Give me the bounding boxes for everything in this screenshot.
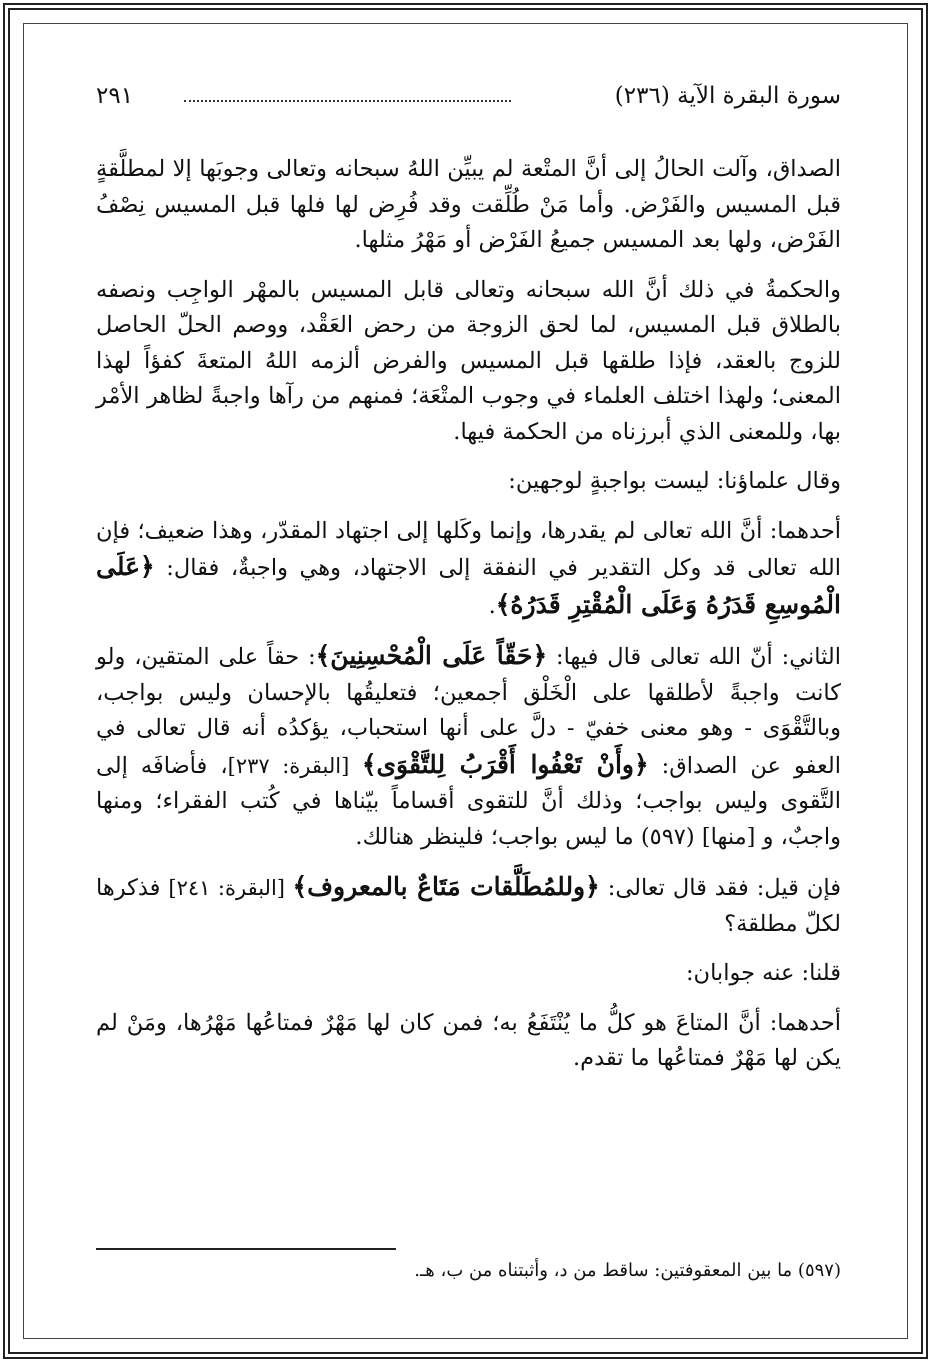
paragraph [96,464,841,500]
running-header [96,78,841,114]
main-text [96,152,841,1091]
paragraph-text: الثاني: أنّ الله تعالى قال فيها: [547,644,841,670]
paragraph-text: أحدهما: أنَّ المتاعَ هو كلُّ ما يُنْتَفَعُ به؛ فمن كان لها مَهْرٌ فمتاعُها مَهْرُها، ومَنْ لم يكن لها مَهْرٌ فمتاعُها ما تقدم. [96,1009,841,1071]
header-title: سورة البقرة الآية (٢٣٦) [614,83,841,109]
header-leader-dots [184,100,511,102]
verse-reference: [البقرة: ٢٤١] [168,876,293,900]
quran-verse: ﴿حَقّاً عَلَى الْمُحْسِنِينَ﴾ [315,641,548,670]
paragraph [96,638,841,855]
quran-verse: ﴿عَلَى الْمُوسِعِ قَدَرُهُ وَعَلَى الْمُقْتِرِ قَدَرُهُ﴾ [96,552,841,619]
page-number: ٢٩١ [96,83,134,109]
paragraph [96,869,841,942]
paragraph [96,956,841,992]
paragraph [96,514,841,625]
paragraph-text: وقال علماؤنا: ليست بواجبةٍ لوجهين: [508,468,841,494]
paragraph [96,152,841,259]
paragraph [96,1006,841,1077]
paragraph-text: فإن قيل: فقد قال تعالى: [599,875,841,901]
paragraph-text: قلنا: عنه جوابان: [685,960,841,986]
paragraph-text: : حقاً على المتقين، ولو كانت واجبةً لأطلقها على الْخَلْق أجمعين؛ فتعليقُها بالإحسان وليس بواجب، وبالتَّقْوَى - وهو معنى خفيّ - دلَّ على أنها استحباب، يؤكدُه أنه قال تعالى في العفو عن الصداق: [96,644,841,779]
paragraph-text: والحكمةُ في ذلك أنَّ الله سبحانه وتعالى قابل المسيس بالمهْر الواجِب ونصفه بالطلاق قبل المسيس، لما لحق الزوجة من رحض العَقْد، ووصم الحلّ الحاصل للزوج بالعقد، فإذا طلقها قبل المسيس والفرض ألزمه اللهُ المتعةَ كفؤاً لهذا المعنى؛ ولهذا اختلف العلماء في وجوب المتْعَة؛ فمنهم من رآها واجبةً لظاهر الأمْر بها، وللمعنى الذي أبرزناه من الحكمة فيها. [96,276,841,445]
paragraph-text: . [488,592,496,619]
paragraph [96,273,841,451]
quran-verse: ﴿وللمُطَلَّقات مَتَاعٌ بالمعروف﴾ [292,872,600,901]
paragraph-text: فذكرها لكلّ مطلقة؟ [96,875,841,937]
paragraph-text: ، فأضافَه إلى التَّقوى وليس بواجب؛ وذلك أنَّ للتقوى أقساماً بيّناها في كُتب الفقراء؛ ومنها واجبٌ، و [منها] (٥٩٧) ما ليس بواجب؛ فلينظر هنالك. [96,752,841,850]
paragraph-text: أحدهما: أنَّ الله تعالى لم يقدرها، وإنما وكَلها إلى اجتهاد المقدّر، وهذا ضعيف؛ فإن الله تعالى قد وكل التقدير في النفقة إلى الاجتهاد، وهي واجبةٌ، فقال: [96,517,841,581]
paragraph-text: الصداق، وآلت الحالُ إلى أنَّ المتْعة لم يبيِّن اللهُ سبحانه وتعالى وجوبَها إلا لمطلَّقةٍ قبل المسيس والفَرْض. وأما مَنْ طُلِّقت وقد فُرِض لها فلها قبل المسيس نِصْفُ الفَرْض، ولها بعد المسيس جميعُ الفَرْض أو مَهْرُ مثلها. [96,156,841,253]
footnote-rule [96,1248,396,1250]
verse-reference: [البقرة: ٢٣٧] [227,753,362,778]
footnote: (٥٩٧) ما بين المعقوفتين: ساقط من د، وأثبتناه من ب، هـ. [414,1260,841,1281]
quran-verse: ﴿وأَنْ تَعْفُوا أَقْرَبُ لِلتَّقْوَى﴾ [361,749,649,779]
